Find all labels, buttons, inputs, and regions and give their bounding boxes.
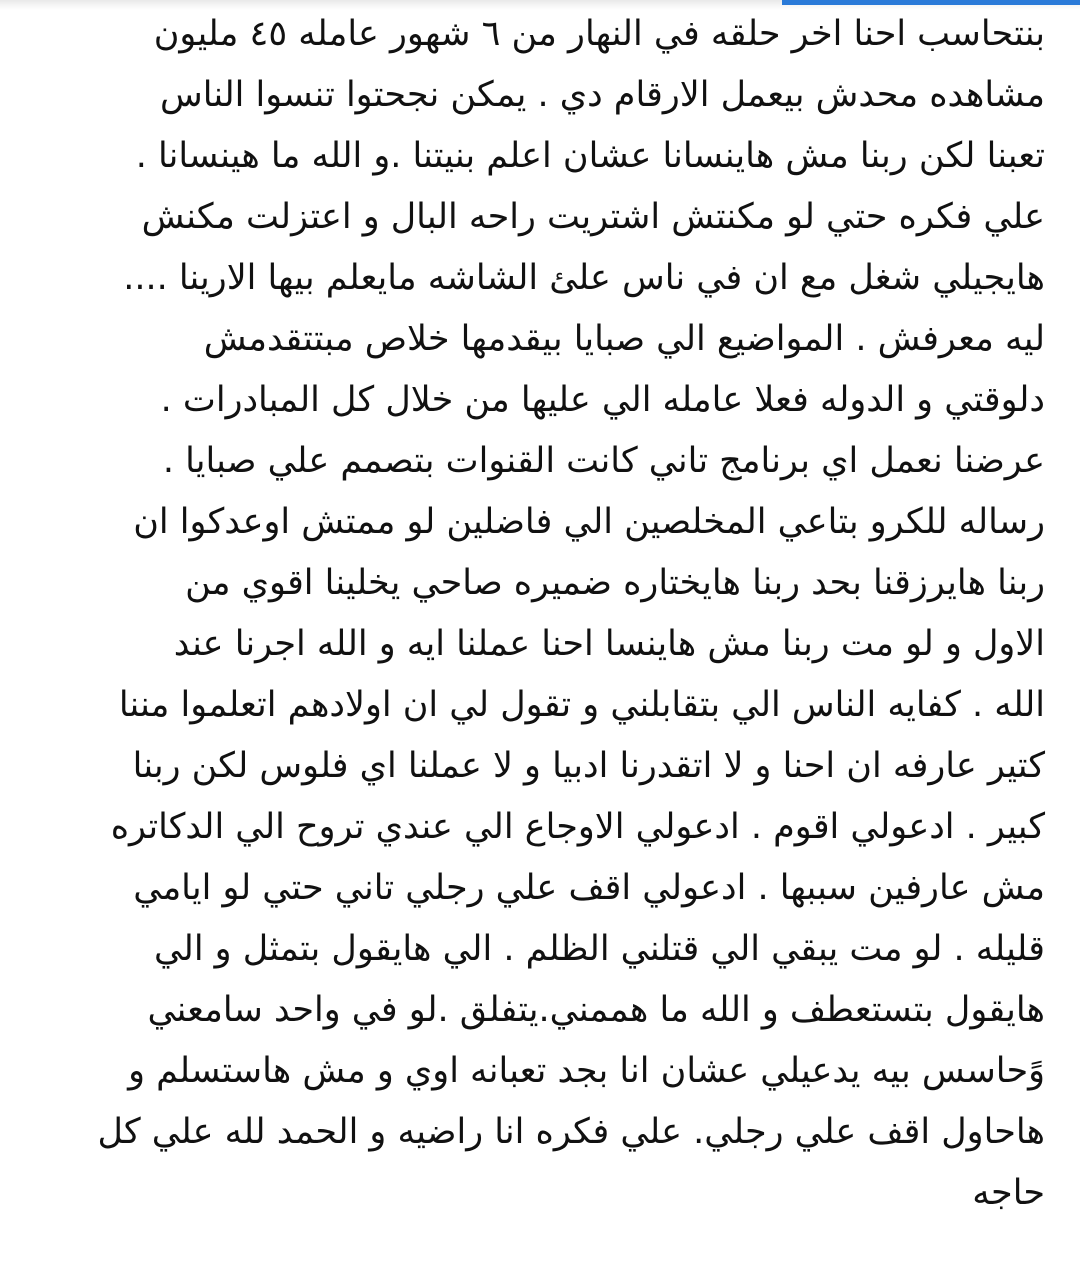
text-line-18: وًحاسس بيه يدعيلي عشان انا بجد تعبانه اوي و مش هاستسلم و	[128, 1051, 1045, 1091]
text-line-1: بنتحاسب احنا اخر حلقه في النهار من ٦ شهور عامله ٤٥ مليون	[153, 14, 1045, 54]
text-line-10: ربنا هايرزقنا بحد ربنا هايختاره ضميره صاحي يخلينا اقوي من	[185, 563, 1045, 603]
text-line-19: هاحاول اقف علي رجلي. علي فكره انا راضيه و الحمد لله علي كل	[97, 1112, 1045, 1152]
text-line-15: مش عارفين سببها . ادعولي اقف علي رجلي تاني حتي لو ايامي	[133, 868, 1045, 908]
text-line-3: تعبنا لكن ربنا مش هاينسانا عشان اعلم بنيتنا .و الله ما هينسانا .	[135, 136, 1045, 176]
post-text-body	[40, 4, 1045, 1224]
text-line-7: دلوقتي و الدوله فعلا عامله الي عليها من خلال كل المبادرات .	[160, 380, 1045, 420]
text-line-6: ليه معرفش . المواضيع الي صبايا بيقدمها خلاص مبتتقدمش	[203, 319, 1045, 359]
text-line-12: الله . كفايه الناس الي بتقابلني و تقول لي ان اولادهم اتعلموا مننا	[118, 685, 1045, 725]
text-line-8: عرضنا نعمل اي برنامج تاني كانت القنوات بتصمم علي صبايا .	[162, 441, 1045, 481]
text-line-4: علي فكره حتي لو مكنتش اشتريت راحه البال و اعتزلت مكنش	[141, 197, 1045, 237]
text-line-17: هايقول بتستعطف و الله ما هممني.يتفلق .لو في واحد سامعني	[147, 990, 1045, 1030]
text-line-20: حاجه	[972, 1173, 1045, 1213]
text-line-5: هايجيلي شغل مع ان في ناس علئ الشاشه مايعلم بيها الارينا ....	[123, 258, 1045, 298]
text-line-14: كبير . ادعولي اقوم . ادعولي الاوجاع الي عندي تروح الي الدكاتره	[110, 807, 1045, 847]
text-line-11: الاول و لو مت ربنا مش هاينسا احنا عملنا ايه و الله اجرنا عند	[173, 624, 1045, 664]
text-line-13: كتير عارفه ان احنا و لا اتقدرنا ادبيا و لا عملنا اي فلوس لكن ربنا	[132, 746, 1045, 786]
text-line-16: قليله . لو مت يبقي الي قتلني الظلم . الي هايقول بتمثل و الي	[153, 929, 1045, 969]
text-line-2: مشاهده محدش بيعمل الارقام دي . يمكن نجحتوا تنسوا الناس	[160, 75, 1045, 115]
text-line-9: رساله للكرو بتاعي المخلصين الي فاضلين لو ممتش اوعدكوا ان	[133, 502, 1045, 542]
